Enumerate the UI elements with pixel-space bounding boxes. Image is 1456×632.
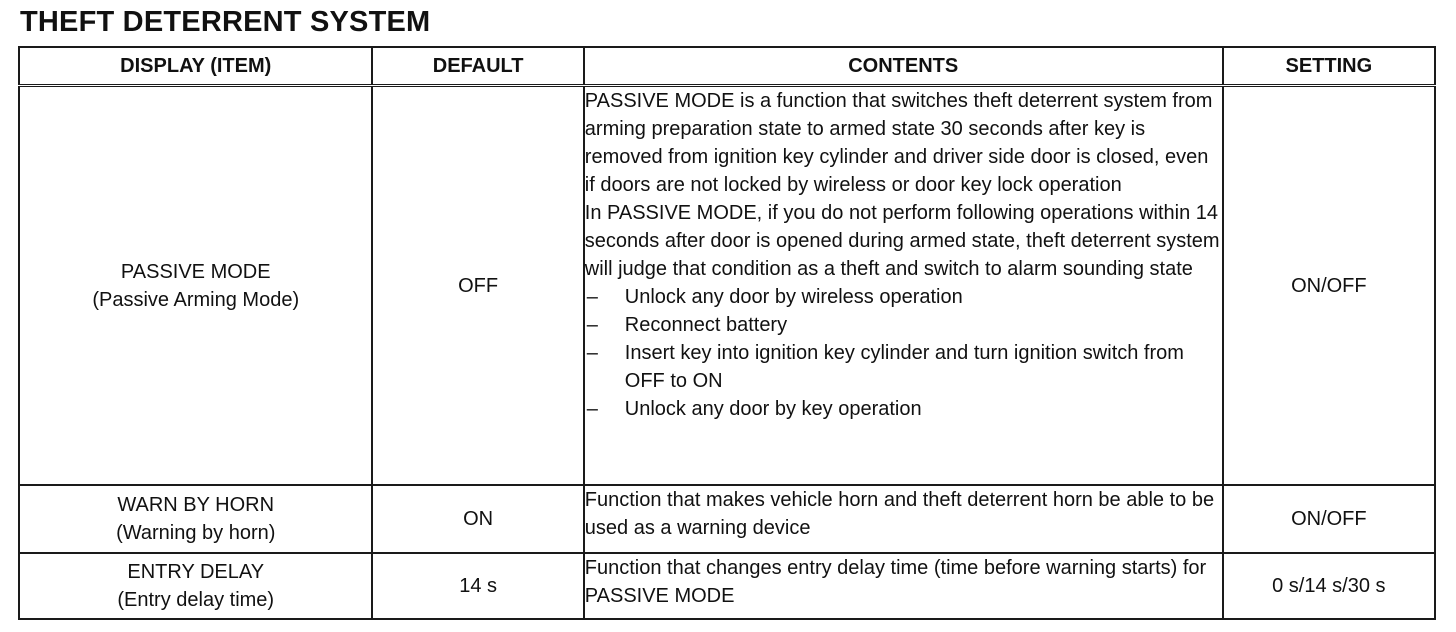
contents-cell bbox=[584, 86, 1223, 486]
table-row-warn-by-horn bbox=[19, 485, 1435, 553]
column-header-default: DEFAULT bbox=[372, 47, 583, 86]
item-cell bbox=[19, 553, 372, 619]
item-description: (Warning by horn) bbox=[116, 522, 276, 544]
item-name: PASSIVE MODE bbox=[120, 260, 271, 283]
item-name: ENTRY DELAY bbox=[127, 561, 265, 583]
item-cell bbox=[19, 485, 372, 553]
default-value: OFF bbox=[372, 86, 583, 486]
item-description: (Entry delay time) bbox=[117, 589, 275, 611]
column-header-setting: SETTING bbox=[1223, 47, 1435, 86]
item-cell bbox=[19, 86, 372, 486]
list-item bbox=[585, 283, 1222, 311]
default-value: ON bbox=[372, 485, 583, 553]
item-name: WARN BY HORN bbox=[117, 494, 275, 516]
list-item-text: Unlock any door by wireless operation bbox=[624, 286, 963, 308]
list-item-text: Insert key into ignition key cylinder and turn ignition switch from OFF to ON bbox=[624, 342, 1184, 392]
default-value: 14 s bbox=[372, 553, 583, 619]
list-item bbox=[585, 339, 1222, 395]
dash-bullet: – bbox=[586, 314, 598, 336]
dash-bullet: – bbox=[586, 342, 598, 364]
dash-bullet: – bbox=[586, 398, 598, 420]
contents-cell: Function that changes entry delay time (time before warning starts) for PASSIVE MODE bbox=[584, 553, 1223, 619]
list-item bbox=[585, 395, 1222, 423]
dash-bullet: – bbox=[586, 286, 598, 308]
table-row-entry-delay bbox=[19, 553, 1435, 619]
page-title: THEFT DETERRENT SYSTEM bbox=[20, 6, 431, 38]
setting-value: ON/OFF bbox=[1223, 86, 1435, 486]
list-item-text: Reconnect battery bbox=[624, 314, 788, 336]
operations-list bbox=[585, 283, 1222, 423]
setting-value: ON/OFF bbox=[1223, 485, 1435, 553]
list-item-text: Unlock any door by key operation bbox=[624, 398, 922, 420]
item-description: (Passive Arming Mode) bbox=[92, 288, 300, 311]
setting-value: 0 s/14 s/30 s bbox=[1223, 553, 1435, 619]
settings-table bbox=[18, 46, 1436, 620]
column-header-contents: CONTENTS bbox=[584, 47, 1223, 86]
column-header-item: DISPLAY (ITEM) bbox=[19, 47, 372, 86]
table-header-row bbox=[19, 47, 1435, 86]
contents-paragraph-2: In PASSIVE MODE, if you do not perform following operations within 14 seconds after door is opened during armed state, theft deterrent system will judge that condition as a theft and switch to alarm sounding state bbox=[584, 202, 1220, 280]
contents-cell: Function that makes vehicle horn and theft deterrent horn be able to be used as a warning device bbox=[584, 485, 1223, 553]
contents-paragraph-1: PASSIVE MODE is a function that switches theft deterrent system from arming preparation state to armed state 30 seconds after key is removed from ignition key cylinder and driver side door is closed, even if doors are not locked by wireless or door key lock operation bbox=[584, 90, 1213, 196]
list-item bbox=[585, 311, 1222, 339]
table-row-passive-mode bbox=[19, 86, 1435, 486]
